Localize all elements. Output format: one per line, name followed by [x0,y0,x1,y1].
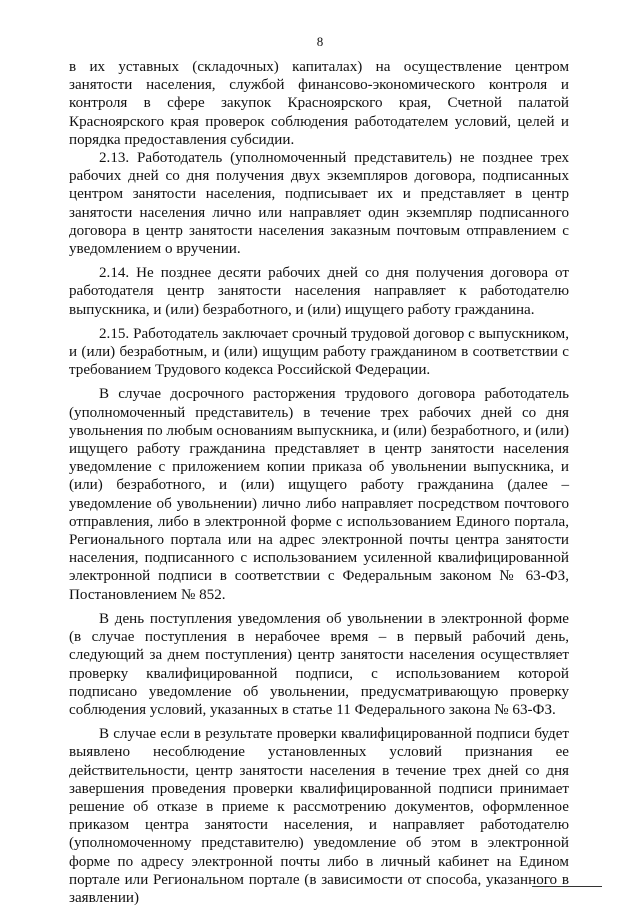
paragraph-early-termination: В случае досрочного расторжения трудового договора работодатель (уполномоченный представитель) в течение трех рабочих дней со дня увольнения по любым основаниям выпускника, и (или) безработного, и (или) ищущего работу гражданина представляет в центр занятости населения уведомление с приложением копии приказа об увольнении выпускника, и (или) безработного, и (или) ищущего работу гражданина (далее – уведомление об увольнении) лично либо направляет посредством почтового отправления, либо в электронной форме с использованием Единого портала, Регионального портала или на адрес электронной почты центра занятости населения, подписанного с использованием усиленной квалифицированной электронной подписи в соответствии с Федеральным законом № 63-ФЗ, Постановлением № 852. [69,386,569,603]
paragraph-signature-check: В случае если в результате проверки квалифицированной подписи будет выявлено несоблюдение установленных условий признания ее действительности, центр занятости населения в течение трех дней со дня завершения проведения проверки квалифицированной подписи принимает решение об отказе в приеме к рассмотрению документов, оформленное приказом центра занятости населения, и направляет работодателю (уполномоченному представителю) уведомление об этом в электронной форме по адресу электронной почты либо в личный кабинет на Едином портале или Региональном портале (в зависимости от способа, указанного в заявлении) [69,726,569,906]
page-number: 8 [316,34,324,49]
document-body [69,58,569,907]
paragraph-2-13: 2.13. Работодатель (уполномоченный представитель) не позднее трех рабочих дней со дня получения двух экземпляров договора, подписанных центром занятости населения, подписывает их и представляет в центр занятости населения лично или направляет один экземпляр подписанного договора в центр занятости населения заказным почтовым отправлением с уведомлением о вручении. [69,150,569,258]
paragraph-2-14: 2.14. Не позднее десяти рабочих дней со дня получения договора от работодателя центр занятости населения направляет к работодателю выпускника, и (или) безработного, и (или) ищущего работу гражданина. [69,265,569,318]
paragraph-electronic-notice: В день поступления уведомления об увольнении в электронной форме (в случае поступления в нерабочее время – в первый рабочий день, следующий за днем поступления) центр занятости населения осуществляет проверку квалифицированной подписи, с использованием которой подписано уведомление об увольнении, предусматривающую проверку соблюдения условий, указанных в статье 11 Федерального закона № 63-ФЗ. [69,610,569,718]
footer-rule [532,886,602,887]
paragraph-2-15: 2.15. Работодатель заключает срочный трудовой договор с выпускником, и (или) безработным, и (или) ищущим работу гражданином в соответствии с требованием Трудового кодекса Российской Федерации. [69,325,569,379]
paragraph-continuation: в их уставных (складочных) капиталах) на осуществление центром занятости населения, службой финансово-экономического контроля и контроля в сфере закупок Красноярского края, Счетной палатой Красноярского края проверок соблюдения работодателем условий, целей и порядка предоставления субсидии. [69,59,569,148]
